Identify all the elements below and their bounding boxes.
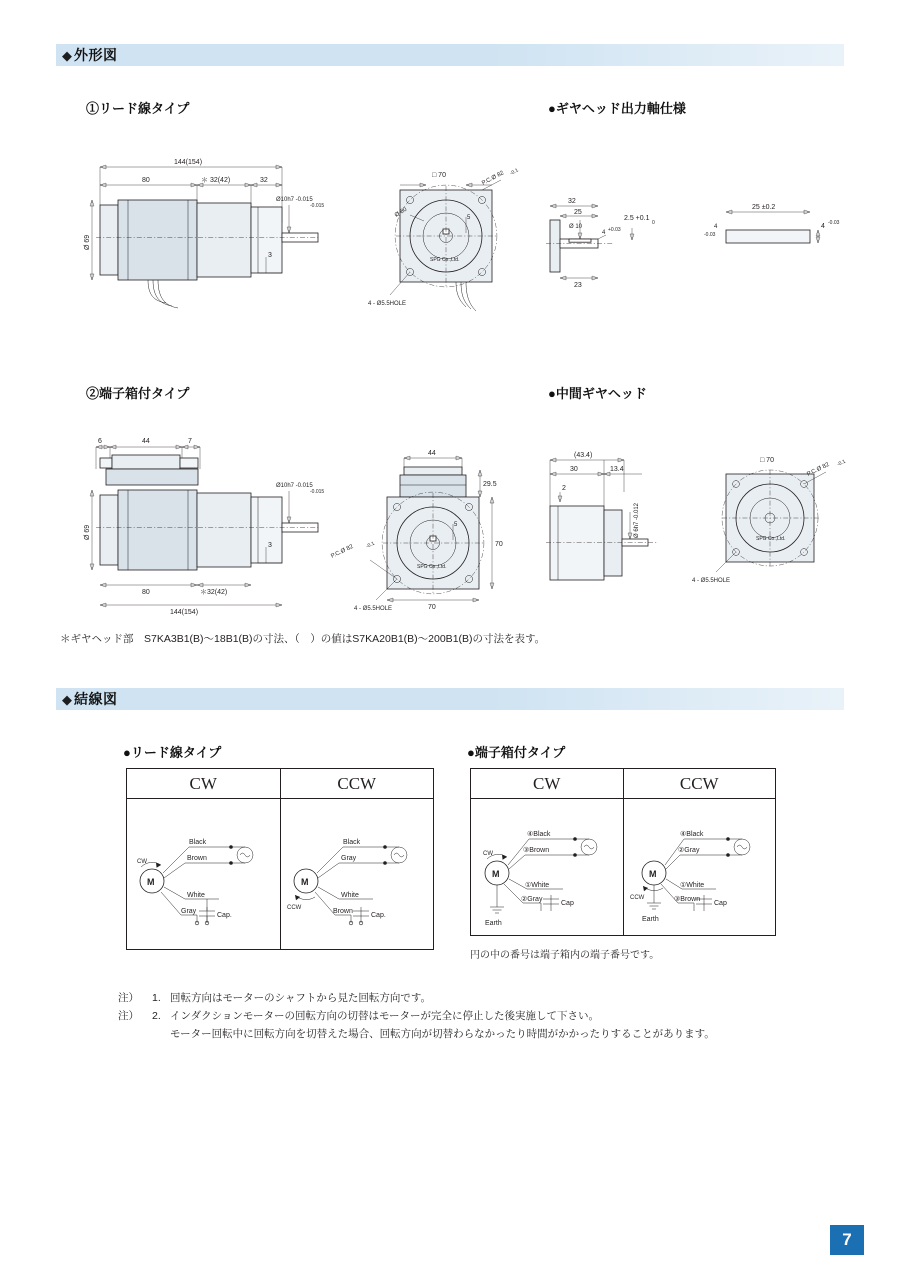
dim-tf-29-5: 29.5 [483,481,497,488]
dim-t-80: 80 [142,589,150,596]
dim-3: 3 [268,252,272,259]
label-earth-ccw: Earth [642,916,659,923]
label-t-cap-cw: Cap [561,900,574,907]
drawing-gearhead-shaft-spec [536,190,856,295]
wiring-term-cw-header: CW [471,769,623,799]
subtitle-gearhead-shaft-spec: ●ギヤヘッド出力軸仕様 [548,101,686,116]
dim-ig-434: (43.4) [574,452,593,459]
note-number-3 [152,1026,170,1044]
dim-ig-134: 13.4 [610,466,624,473]
wiring-term-ccw-header: CCW [623,769,776,799]
label-gray-cw: Gray [181,908,197,915]
wiring-lead-cw-cell [127,799,280,950]
label-t-gray-cw: ②Gray [521,896,543,903]
dim-69: Ø 69 [84,234,91,250]
dim-tf-44: 44 [428,450,436,457]
subtitle-lead-wire-type: ①リード線タイプ [86,101,190,116]
note-number-2: 2. [152,1009,161,1022]
dim-32: 32 [260,177,268,184]
motor-symbol-t-cw: M [492,869,500,879]
svg-text:-0.1: -0.1 [836,458,847,468]
dim-gh-4: 4 [602,230,606,236]
dim-5: 5 [467,215,471,221]
note-row-2 [118,1008,818,1026]
label-white-cw: White [187,892,205,899]
note-label-3 [118,1026,152,1044]
label-cw-direction: CW [137,859,147,865]
section-title-outline: 外形図 [74,47,118,63]
dim-32-42: ＊ 32(42) [201,177,231,184]
svg-text:-0.03: -0.03 [704,232,716,238]
wiring-lead-ccw-cell [280,799,434,950]
dim-80: 80 [142,177,150,184]
dim-gh-32: 32 [568,198,576,205]
wiring-lead-ccw-header: CCW [280,769,434,799]
label-t-cw-direction: CW [483,851,493,857]
dim-t-144: 144(154) [170,609,199,616]
dim-hole-callout: 4 - Ø5.5HOLE [368,301,407,307]
drawing-intermediate-gearhead [530,440,860,610]
brand-label-3: SPG Co.,Ltd. [756,536,786,542]
label-cap-ccw: Cap. [371,912,386,919]
label-t-brown-cw: ③Brown [523,847,550,854]
label-t-black-cw: ④Black [527,831,551,838]
dim-t-69: Ø 69 [84,524,91,540]
note-row-1 [118,990,818,1008]
label-brown-cw: Brown [187,855,207,862]
dim-ig-pcd: P.C.Ø 82 [806,461,831,478]
wiring-lead-cw-header: CW [127,769,280,799]
label-t-gray-ccw: ②Gray [678,847,700,854]
dim-ig-hole: 4 - Ø5.5HOLE [692,578,731,584]
dim-tf-70: 70 [495,541,503,548]
subtitle-wiring-terminal-type: ●端子箱付タイプ [467,745,566,760]
dim-tf-pcd: P.C.Ø 82 [330,543,355,560]
dim-tf-70b: 70 [428,604,436,611]
dim-tf-hole: 4 - Ø5.5HOLE [354,606,393,612]
diamond-icon: ◆ [62,47,72,63]
wiring-notes [118,990,818,1044]
dim-ig-30: 30 [570,466,578,473]
svg-text:+0.03: +0.03 [608,227,621,233]
drawing-lead-wire-side-view [70,145,325,320]
dim-ig-sq70: □ 70 [760,457,774,464]
svg-text:-0.015: -0.015 [310,489,325,495]
motor-symbol-cw: M [147,877,155,887]
dim-t-7: 7 [188,438,192,445]
label-white-ccw: White [341,892,359,899]
dim-t-6: 6 [98,438,102,445]
svg-text:-0.1: -0.1 [365,540,376,550]
wiring-table-lead-type [126,768,434,950]
dim-gh-4c: 4 [714,224,718,230]
section-header-wiring [56,688,844,710]
dim-gh-23: 23 [574,282,582,289]
label-brown-ccw: Brown [333,908,353,915]
label-cap-cw: Cap. [217,912,232,919]
label-t-black-ccw: ④Black [680,831,704,838]
svg-text:-0.015: -0.015 [310,203,325,209]
note-text-1: 回転方向はモーターのシャフトから見た回転方向です。 [170,992,432,1004]
dim-t-10h7: Ø10h7 -0.015 [276,483,313,489]
diamond-icon-2: ◆ [62,691,72,707]
svg-text:-0.1: -0.1 [509,167,520,177]
label-black-ccw: Black [343,839,361,846]
brand-label: SPG Co.,Ltd. [430,257,460,263]
motor-symbol-ccw: M [301,877,309,887]
label-t-white-ccw: ①White [680,882,705,889]
dim-t-3: 3 [268,542,272,549]
note-number-1: 1. [152,992,161,1004]
label-t-cap-ccw: Cap [714,900,727,907]
motor-symbol-t-ccw: M [649,869,657,879]
dim-144-154: 144(154) [174,159,203,166]
dim-ig-2: 2 [562,485,566,492]
dim-t-32-42: ＊32(42) [200,589,228,596]
label-ccw-direction: CCW [287,905,302,911]
dim-10h7: Ø10h7 -0.015 [276,197,313,203]
label-t-ccw-direction: CCW [630,895,645,901]
drawing-lead-wire-front-view [370,155,530,320]
drawing-terminal-box-side-view [70,425,325,616]
wiring-term-ccw-cell [623,799,776,936]
dim-t-44: 44 [142,438,150,445]
subtitle-wiring-lead-type: ●リード線タイプ [123,745,222,760]
drawing-terminal-box-front-view [330,440,530,615]
note-text-3: モーター回転中に回転方向を切替えた場合、回転方向が切替わらなかったり時間がかかったりすることがあります。 [170,1027,715,1040]
dim-gh-d10: Ø 10 [569,224,583,230]
dim-gh-25b: 25 ±0.2 [752,204,776,211]
section-title-wiring: 結線図 [74,691,118,707]
note-label-2: 注） [118,1009,139,1022]
wiring-term-cw-cell [471,799,623,936]
label-black-cw: Black [189,839,207,846]
dim-pcd-82: P.C.Ø 82 [481,170,506,187]
dim-50: Ø 50 [393,206,409,219]
dim-gh-4b: 4 [821,223,825,230]
label-gray-ccw: Gray [341,855,357,862]
label-t-white-cw: ①White [525,882,550,889]
section-header-outline [56,44,844,66]
subtitle-terminal-box-type: ②端子箱付タイプ [86,386,190,401]
brand-label-2: SPG Co.,Ltd. [417,564,447,570]
page-number-badge: 7 [830,1225,864,1255]
terminal-number-note: 円の中の番号は端子箱内の端子番号です。 [470,950,660,961]
note-row-3 [118,1026,818,1044]
dim-gh-25p: 2.5 +0.1 [624,215,650,222]
dim-ig-6h7: Ø 6h7 -0.012 [634,502,640,538]
dim-gh-25: 25 [574,209,582,216]
wiring-table-terminal-type [470,768,776,936]
svg-text:0: 0 [652,220,655,226]
label-t-brown-ccw: ③Brown [674,896,701,903]
label-earth-cw: Earth [485,920,502,927]
note-text-2: インダクションモーターの回転方向の切替はモーターが完全に停止した後実施して下さい。 [170,1009,600,1022]
note-label-1: 注） [118,992,139,1004]
svg-text:-0.03: -0.03 [828,220,840,226]
outline-footnote: ＊ギヤヘッド部 S7KA3B1(B)～18B1(B)の寸法、（ ）の値はS7KA20B1(B)～200B1(B)の寸法を表す。 [60,633,546,645]
dim-tf-5: 5 [454,522,458,528]
subtitle-intermediate-gearhead: ●中間ギヤヘッド [548,386,647,401]
dim-square-70: □ 70 [432,172,446,179]
